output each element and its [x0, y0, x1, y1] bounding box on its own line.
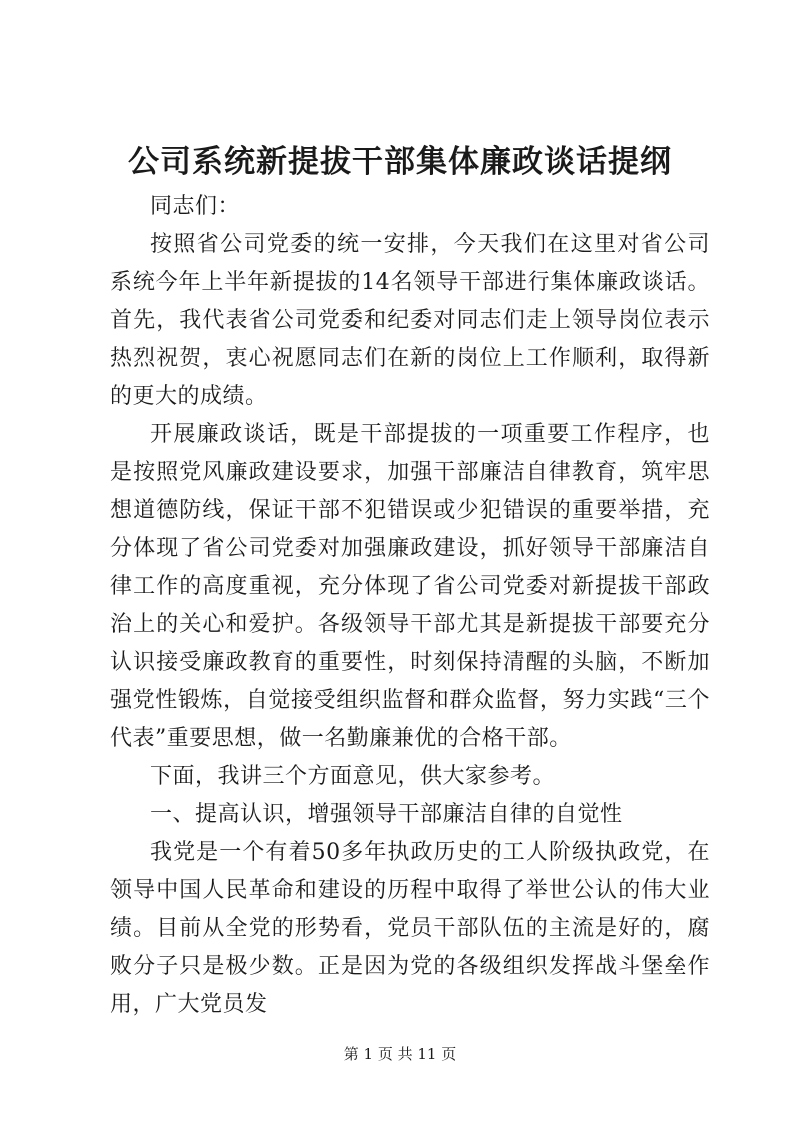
paragraph: 开展廉政谈话，既是干部提拔的一项重要工作程序，也是按照党风廉政建设要求，加强干部廉洁自律教育，筑牢思想道德防线，保证干部不犯错误或少犯错误的重要举措，充分体现了省公司党委对加强廉政建设，抓好领导干部廉洁自律工作的高度重视，充分体现了省公司党委对新提拔干部政治上的关心和爱护。各级领导干部尤其是新提拔干部要充分认识接受廉政教育的重要性，时刻保持清醒的头脑，不断加强党性锻炼，自觉接受组织监督和群众监督，努力实践“三个代表”重要思想，做一名勤廉兼优的合格干部。	[110, 422, 710, 751]
greeting: 同志们：	[150, 194, 241, 219]
paragraph: 下面，我讲三个方面意见，供大家参考。	[150, 764, 556, 789]
document-body	[110, 188, 710, 1024]
paragraph: 我党是一个有着50多年执政历史的工人阶级执政党，在领导中国人民革命和建设的历程中取得了举世公认的伟大业绩。目前从全党的形势看，党员干部队伍的主流是好的，腐败分子只是极少数。正是因为党的各级组织发挥战斗堡垒作用，广大党员发	[110, 840, 710, 1017]
section-heading: 一、提高认识，增强领导干部廉洁自律的自觉性	[150, 802, 623, 827]
document-title: 公司系统新提拔干部集体廉政谈话提纲	[128, 144, 672, 180]
page-number: 第 1 页 共 11 页	[343, 1045, 457, 1063]
paragraph: 按照省公司党委的统一安排，今天我们在这里对省公司系统今年上半年新提拔的14名领导干部进行集体廉政谈话。首先，我代表省公司党委和纪委对同志们走上领导岗位表示热烈祝贺，衷心祝愿同志们在新的岗位上工作顺利，取得新的更大的成绩。	[110, 232, 710, 409]
